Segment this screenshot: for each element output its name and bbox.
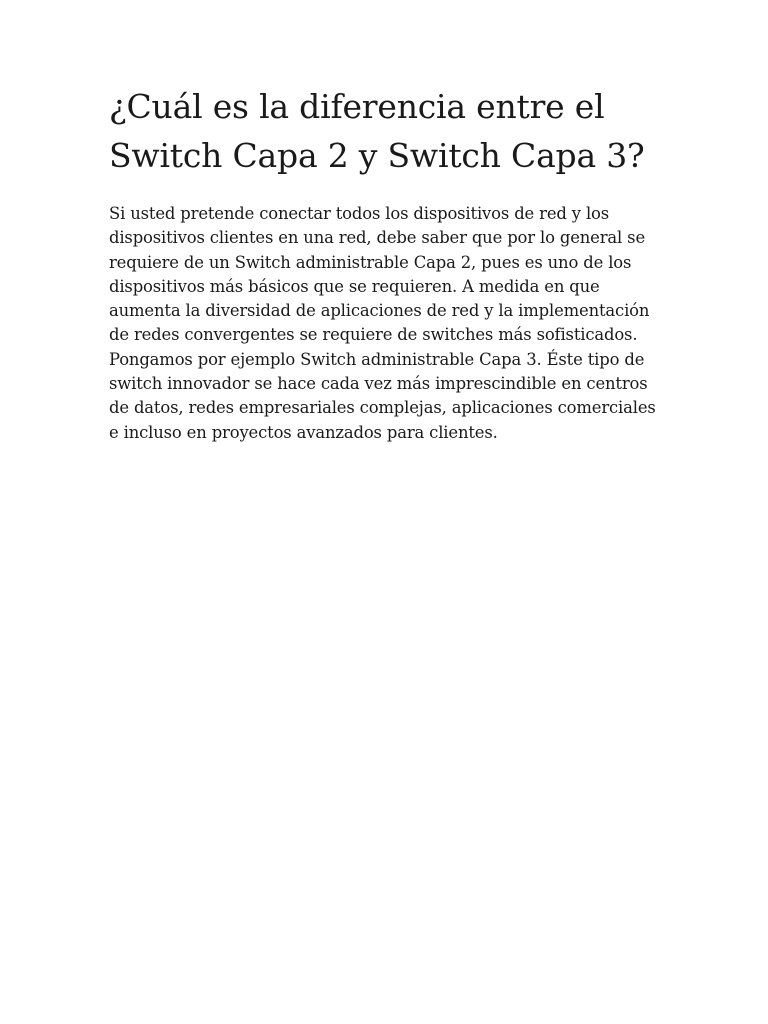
- article-title: ¿Cuál es la diferencia entre el Switch Capa 2 y Switch Capa 3?: [109, 87, 645, 175]
- article-paragraph: Si usted pretende conectar todos los dispositivos de red y los dispositivos clientes en una red, debe saber que por lo general se requiere de un Switch administrable Capa 2, pues es uno de los dispositivos más básicos que se requieren. A medida en que aumenta la diversidad de aplicaciones de red y la implementación de redes convergentes se requiere de switches más sofisticados. Pongamos por ejemplo Switch administrable Capa 3. Éste tipo de switch innovador se hace cada vez más imprescindible en centros de datos, redes empresariales complejas, aplicaciones comerciales e incluso en proyectos avanzados para clientes.: [109, 204, 656, 442]
